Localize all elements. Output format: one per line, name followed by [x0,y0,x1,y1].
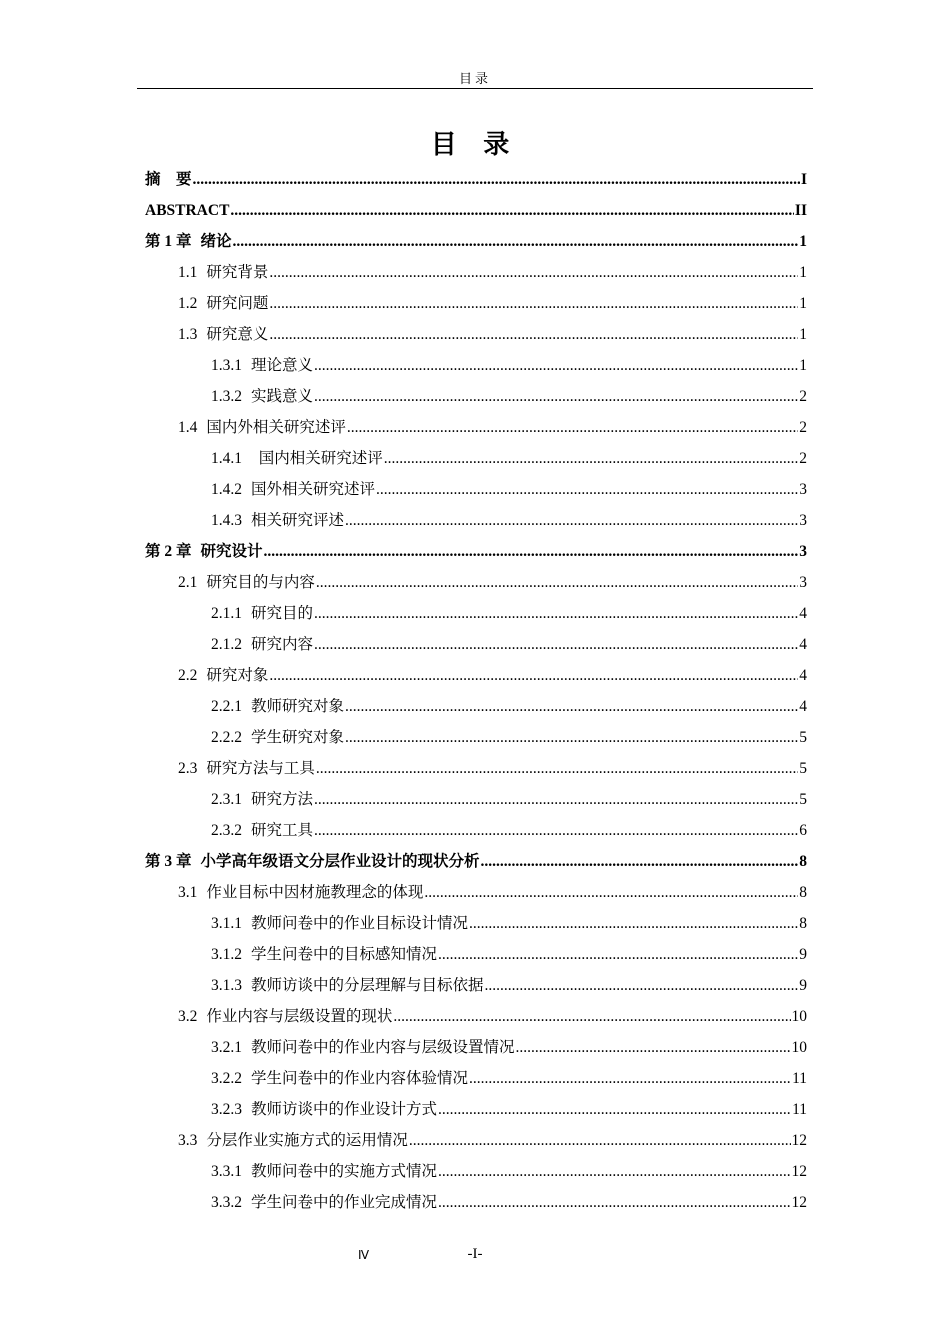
toc-entry-page: 5 [799,791,807,808]
toc-entry-number: 3.2.2 [211,1070,242,1087]
toc-entry[interactable] [211,474,807,505]
toc-entry-page: 9 [799,977,807,994]
toc-entry-page: 8 [799,884,807,901]
toc-entry-title: 教师研究对象 [251,698,345,715]
toc-entry-page: 3 [799,574,807,591]
toc-entry-page: I [800,171,807,188]
toc-entry-title: 国内相关研究述评 [251,450,383,467]
toc-entry-number: 2.1.2 [211,636,242,653]
toc-entry-title: 教师访谈中的作业设计方式 [251,1101,438,1118]
toc-entry-title: 教师问卷中的作业目标设计情况 [251,915,469,932]
toc-entry-title: 相关研究评述 [251,512,345,529]
toc-dot-leader [438,1094,791,1125]
toc-entry-number: 3.1 [178,884,198,901]
toc-entry-page: 8 [799,915,807,932]
toc-entry-page: 11 [792,1070,807,1087]
toc-entry-title: 研究目的与内容 [206,574,315,591]
toc-entry-page: 3 [799,512,807,529]
toc-entry-page: 3 [799,481,807,498]
toc-entry-title: 研究方法 [251,791,314,808]
toc-entry-page: 10 [791,1008,807,1025]
toc-entry-number: 2.3.1 [211,791,242,808]
toc-entry-number: 3.2.3 [211,1101,242,1118]
toc-entry-number: 2.1.1 [211,605,242,622]
toc-entry-number: 1.3.1 [211,357,242,374]
toc-entry-number: 1.4.3 [211,512,242,529]
toc-entry[interactable] [211,443,807,474]
toc-entry-title: 绪论 [200,233,232,250]
toc-entry-number: 第 1 章 [145,233,192,250]
toc-entry-title: 实践意义 [251,388,314,405]
toc-entry[interactable] [211,784,807,815]
toc-entry-title: 研究意义 [206,326,269,343]
toc-dot-leader [316,753,798,784]
toc-entry-title: 研究设计 [200,543,263,560]
toc-entry[interactable] [211,815,807,846]
toc-entry-title: 学生研究对象 [251,729,345,746]
toc-dot-leader [469,1063,791,1094]
toc-dot-leader [424,877,798,908]
toc-entry-page: 12 [791,1132,807,1149]
toc-entry-title: 研究目的 [251,605,314,622]
toc-entry-page: 1 [799,264,807,281]
toc-entry-page: 10 [791,1039,807,1056]
toc-entry-number: 1.4.1 [211,450,242,467]
toc-entry[interactable] [211,939,807,970]
toc-entry-page: 1 [799,295,807,312]
toc-dot-leader [345,691,798,722]
toc-entry-number: 1.2 [178,295,198,312]
toc-entry-page: 5 [799,760,807,777]
toc-dot-leader [393,1001,790,1032]
footer-section-mark: Ⅳ [358,1248,370,1262]
toc-entry-title: 小学高年级语文分层作业设计的现状分析 [200,853,480,870]
toc-entry-title: 分层作业实施方式的运用情况 [206,1132,408,1149]
toc-entry[interactable] [178,877,807,908]
toc-entry-number: 1.3 [178,326,198,343]
toc-dot-leader [269,660,798,691]
toc-entry-title: 学生问卷中的目标感知情况 [251,946,438,963]
toc-dot-leader [314,381,798,412]
toc-dot-leader [438,939,798,970]
toc-entry-number: 2.2.1 [211,698,242,715]
toc-entry-title: 研究内容 [251,636,314,653]
toc-dot-leader [409,1125,791,1156]
toc-entry-page: 4 [799,667,807,684]
toc-entry-title: 研究问题 [206,295,269,312]
toc-dot-leader [314,598,798,629]
toc-entry[interactable] [211,505,807,536]
toc-entry-page: 4 [799,605,807,622]
toc-entry[interactable] [211,1063,807,1094]
toc-entry-title: 教师问卷中的作业内容与层级设置情况 [251,1039,515,1056]
toc-entry[interactable] [211,1094,807,1125]
toc-entry-page: 3 [799,543,807,560]
toc-dot-leader [314,815,798,846]
toc-entry[interactable] [211,1032,807,1063]
toc-entry-page: 6 [799,822,807,839]
toc-entry-page: 1 [799,357,807,374]
toc-entry-page: 1 [799,326,807,343]
toc-entry[interactable] [211,381,807,412]
toc-entry[interactable] [211,350,807,381]
toc-entry[interactable] [211,908,807,939]
toc-entry-page: 4 [799,636,807,653]
toc-entry-title: 摘 要 [145,171,192,188]
toc-entry-number: 第 3 章 [145,853,192,870]
toc-entry[interactable] [145,164,807,195]
toc-entry-number: 第 2 章 [145,543,192,560]
toc-entry[interactable] [145,226,807,257]
toc-entry-title: 教师访谈中的分层理解与目标依据 [251,977,484,994]
toc-entry[interactable] [178,753,807,784]
toc-entry-page: 2 [799,419,807,436]
toc-entry-number: 2.3.2 [211,822,242,839]
toc-entry-page: 4 [799,698,807,715]
toc-entry[interactable] [178,257,807,288]
toc-entry[interactable] [211,722,807,753]
toc-entry-number: 1.4 [178,419,198,436]
toc-dot-leader [233,226,799,257]
toc-entry[interactable] [145,846,807,877]
toc-dot-leader [264,536,799,567]
toc-entry-number: 3.1.3 [211,977,242,994]
toc-entry-number: 3.3 [178,1132,198,1149]
toc-entry-title: 作业目标中因材施教理念的体现 [206,884,424,901]
toc-dot-leader [230,195,794,226]
toc-entry[interactable] [211,691,807,722]
toc-entry-page: 12 [791,1163,807,1180]
toc-entry-page: 2 [799,388,807,405]
toc-entry-number: 3.2.1 [211,1039,242,1056]
toc-entry[interactable] [211,1187,807,1218]
toc-entry-title: 作业内容与层级设置的现状 [206,1008,393,1025]
toc-entry-number: 3.3.1 [211,1163,242,1180]
toc-entry-title: 研究对象 [206,667,269,684]
toc-entry[interactable] [178,660,807,691]
toc-entry[interactable] [178,567,807,598]
running-header: 目录 [137,68,813,89]
toc-entry-title: 研究方法与工具 [206,760,315,777]
toc-entry-number: 2.2.2 [211,729,242,746]
toc-entry-number: 2.2 [178,667,198,684]
toc-entry-number: 3.3.2 [211,1194,242,1211]
page-title: 目 录 [430,130,520,159]
toc-dot-leader [516,1032,791,1063]
toc-entry-page: 12 [791,1194,807,1211]
toc-entry-page: 11 [792,1101,807,1118]
toc-dot-leader [193,164,800,195]
toc-entry-page: 1 [799,233,807,250]
toc-dot-leader [269,257,798,288]
toc-entry[interactable] [211,598,807,629]
toc-dot-leader [376,474,798,505]
toc-entry[interactable] [178,1125,807,1156]
toc-entry-number: 3.2 [178,1008,198,1025]
toc-entry-page: 5 [799,729,807,746]
toc-entry-title: 研究背景 [206,264,269,281]
toc-dot-leader [316,567,798,598]
toc-entry[interactable] [145,536,807,567]
toc-entry-number: 1.1 [178,264,198,281]
toc-dot-leader [469,908,798,939]
toc-dot-leader [314,629,798,660]
toc-dot-leader [481,846,799,877]
toc-entry[interactable] [178,412,807,443]
toc-entry[interactable] [178,288,807,319]
toc-entry-page: II [794,202,807,219]
toc-entry[interactable] [178,319,807,350]
toc-entry-number: 1.4.2 [211,481,242,498]
footer-page-number: -I- [467,1246,483,1262]
toc-dot-leader [345,505,798,536]
toc-entry-title: 学生问卷中的作业内容体验情况 [251,1070,469,1087]
toc-dot-leader [314,350,798,381]
toc-entry[interactable] [178,1001,807,1032]
toc-dot-leader [269,288,798,319]
toc-dot-leader [384,443,798,474]
toc-entry-number: 2.3 [178,760,198,777]
toc-entry-title: 学生问卷中的作业完成情况 [251,1194,438,1211]
toc-dot-leader [485,970,799,1001]
toc-entry-page: 8 [799,853,807,870]
toc-dot-leader [345,722,798,753]
toc-dot-leader [347,412,798,443]
toc-entry-page: 2 [799,450,807,467]
toc-entry-number: 3.1.2 [211,946,242,963]
toc-entry-title: 国内外相关研究述评 [206,419,346,436]
toc-entry-page: 9 [799,946,807,963]
toc-entry-number: 2.1 [178,574,198,591]
toc-dot-leader [269,319,798,350]
toc-entry-title: 理论意义 [251,357,314,374]
toc-entry-title: ABSTRACT [145,202,230,219]
toc-dot-leader [438,1156,790,1187]
toc-dot-leader [438,1187,790,1218]
toc-entry[interactable] [145,195,807,226]
toc-entry-number: 1.3.2 [211,388,242,405]
toc-entry-title: 教师问卷中的实施方式情况 [251,1163,438,1180]
toc-entry[interactable] [211,970,807,1001]
toc-entry-number: 3.1.1 [211,915,242,932]
toc-entry-title: 国外相关研究述评 [251,481,376,498]
toc-entry[interactable] [211,1156,807,1187]
toc-dot-leader [314,784,798,815]
toc-entry[interactable] [211,629,807,660]
toc-entry-title: 研究工具 [251,822,314,839]
